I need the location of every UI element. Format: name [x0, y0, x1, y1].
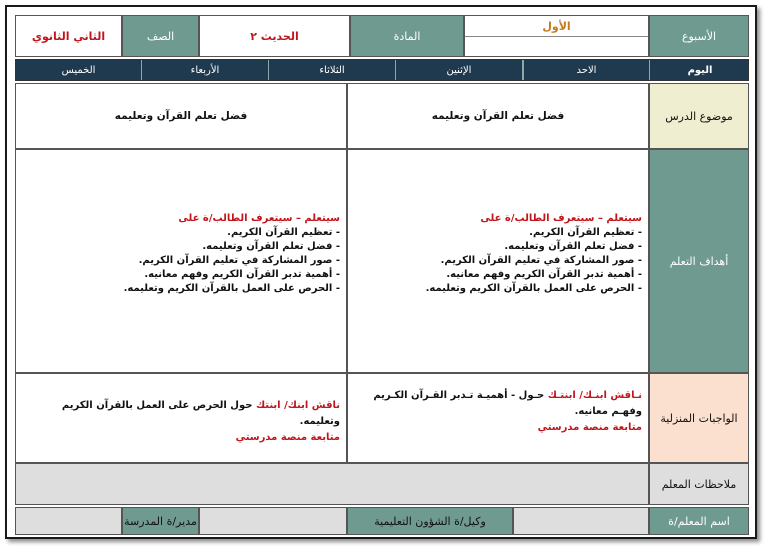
objective-item: - صور المشاركة في تعليم القرآن الكريم.	[138, 255, 340, 266]
week-value-cell	[464, 15, 649, 57]
objective-item: - أهمية تدبر القرآن الكريم وفهم معانيه.	[144, 269, 340, 280]
deputy-label: وكيل/ة الشؤون التعليمية	[347, 507, 513, 535]
topic-left: فضل تعلم القرآن وتعليمه	[15, 83, 347, 149]
day-header-label: اليوم	[687, 64, 713, 76]
week-label: الأسبوع	[649, 15, 749, 57]
notes-field[interactable]	[15, 463, 649, 505]
homework-right-text	[352, 388, 642, 436]
objective-item: - الحرص على العمل بالقرآن الكريم وتعليمه.	[123, 283, 340, 294]
objective-item: - فضل تعلم القرآن وتعليمه.	[504, 241, 642, 252]
objective-item: - أهمية تدبر القرآن الكريم وفهم معانيه.	[446, 269, 642, 280]
homework-left-cell	[15, 373, 347, 463]
objective-item: - الحرص على العمل بالقرآن الكريم وتعليمه.	[425, 283, 642, 294]
day-tuesday: الثلاثاء	[269, 60, 396, 80]
objectives-right-list	[352, 212, 642, 296]
subject-label: المادة	[350, 15, 464, 57]
homework-left-text	[20, 398, 340, 446]
objectives-left-heading: سيتعلم – سيتعرف الطالب/ة على	[178, 213, 340, 224]
subject-value: الحديث ٢	[199, 15, 350, 57]
homework-right-red: نـاقش ابنـك/ ابنتـك	[547, 390, 642, 401]
grade-value: الثاني الثانوي	[15, 15, 122, 57]
teacher-name-field[interactable]	[513, 507, 649, 535]
homework-left-body: حول الحرص على العمل بالقرآن الكريم وتعليمه.	[61, 400, 340, 427]
grade-label: الصف	[122, 15, 199, 57]
teacher-label: اسم المعلم/ة	[649, 507, 749, 535]
days-row	[15, 59, 749, 81]
principal-name-field[interactable]	[15, 507, 122, 535]
day-wednesday: الأربعاء	[142, 60, 269, 80]
topic-right: فضل تعلم القرآن وتعليمه	[347, 83, 649, 149]
day-sunday: الاحد	[523, 60, 650, 80]
deputy-name-field[interactable]	[199, 507, 347, 535]
objectives-left-list	[20, 212, 340, 296]
objective-item: - صور المشاركة في تعليم القرآن الكريم.	[440, 255, 642, 266]
objectives-right-heading: سيتعلم – سيتعرف الطالب/ة على	[480, 213, 642, 224]
homework-left-follow: متابعة منصة مدرستي	[235, 432, 340, 443]
week-value: الأول	[465, 16, 648, 37]
principal-label: مدير/ة المدرسة	[122, 507, 199, 535]
objectives-left-cell	[15, 149, 347, 373]
topic-label: موضوع الدرس	[649, 83, 749, 149]
objectives-label: أهداف التعلم	[649, 149, 749, 373]
objectives-right-cell	[347, 149, 649, 373]
day-thursday: الخميس	[16, 60, 142, 80]
homework-label: الواجبات المنزلية	[649, 373, 749, 463]
homework-left-red: ناقش ابنك/ ابنتك	[255, 400, 340, 411]
homework-right-cell	[347, 373, 649, 463]
objective-item: - تعظيم القرآن الكريم.	[529, 227, 642, 238]
day-monday: الإثنين	[396, 60, 523, 80]
homework-right-follow: متابعة منصة مدرستي	[537, 422, 642, 433]
lesson-plan-sheet	[5, 5, 757, 539]
objective-item: - تعظيم القرآن الكريم.	[227, 227, 340, 238]
objective-item: - فضل تعلم القرآن وتعليمه.	[202, 241, 340, 252]
homework-right-body: حـول - أهميـة تـدبر القـرآن الكـريم وفهـم معانيه.	[373, 390, 642, 417]
notes-label: ملاحظات المعلم	[649, 463, 749, 505]
